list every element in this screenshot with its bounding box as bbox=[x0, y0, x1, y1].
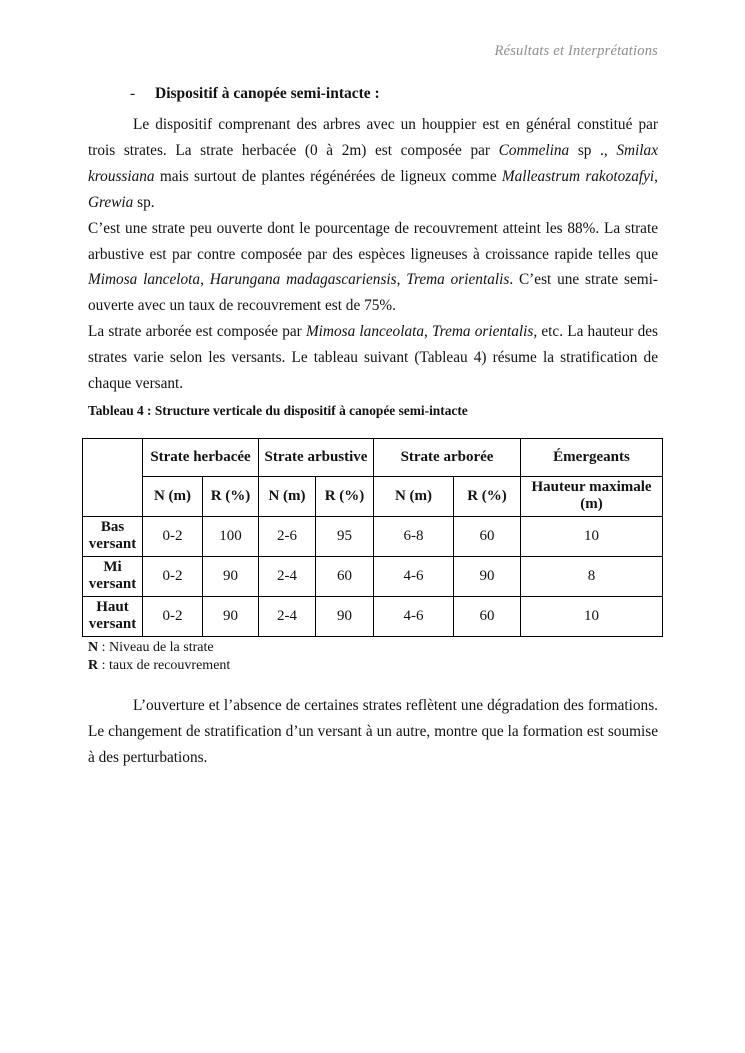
table-row bbox=[83, 556, 663, 596]
text-run: etc. La hauteur des strates varie selon les versants. Le tableau suivant (Tableau 4) résume la stratification de chaque versant. bbox=[88, 323, 659, 393]
row-label-mi-versant: Mi versant bbox=[83, 556, 143, 596]
note-n bbox=[88, 639, 658, 658]
table-header-group-row bbox=[83, 438, 663, 476]
paragraph-3 bbox=[88, 319, 658, 397]
subheader-n-3: N (m) bbox=[374, 476, 454, 516]
species-name: Commelina bbox=[498, 141, 570, 159]
text-run: , bbox=[654, 167, 658, 185]
list-dash: - bbox=[130, 85, 136, 102]
text-run: , bbox=[200, 271, 210, 289]
species-name: Harungana madagascariensis bbox=[209, 271, 397, 289]
table-corner-cell bbox=[83, 438, 143, 516]
page-content bbox=[88, 85, 658, 771]
text-run: mais surtout de plantes régénérées de ligneux comme bbox=[154, 167, 502, 185]
text-run: . C’est une strate semi-ouverte avec un taux de recouvrement est de 75%. bbox=[88, 271, 659, 315]
cell: 4-6 bbox=[374, 556, 454, 596]
subheader-r-3: R (%) bbox=[454, 476, 521, 516]
table-notes bbox=[88, 639, 658, 676]
note-term: N bbox=[88, 639, 99, 655]
row-label-bas-versant: Bas versant bbox=[83, 516, 143, 556]
row-label-haut-versant: Haut versant bbox=[83, 596, 143, 636]
cell: 90 bbox=[203, 556, 259, 596]
cell: 8 bbox=[521, 556, 663, 596]
text-run: La strate arborée est composée par bbox=[88, 323, 306, 341]
cell: 0-2 bbox=[143, 596, 203, 636]
running-header: Résultats et Interprétations bbox=[494, 43, 658, 59]
subheader-n-1: N (m) bbox=[143, 476, 203, 516]
species-name: Mimosa lanceolata bbox=[305, 323, 424, 341]
species-name: Mimosa lancelota bbox=[88, 271, 201, 289]
column-group-strate-arboree: Strate arborée bbox=[374, 438, 521, 476]
table-row bbox=[83, 596, 663, 636]
column-group-strate-herbacee: Strate herbacée bbox=[143, 438, 259, 476]
cell: 2-4 bbox=[259, 596, 316, 636]
note-r bbox=[88, 657, 658, 676]
species-name: Malleastrum rakotozafyi bbox=[501, 167, 655, 185]
cell: 10 bbox=[521, 516, 663, 556]
cell: 0-2 bbox=[143, 516, 203, 556]
table-header-sub-row bbox=[83, 476, 663, 516]
column-group-emergeants: Émergeants bbox=[521, 438, 663, 476]
subheader-n-2: N (m) bbox=[259, 476, 316, 516]
stratification-table bbox=[82, 438, 663, 637]
section-heading bbox=[88, 85, 658, 103]
text-run: L’ouverture et l’absence de certaines strates reflètent une dégradation des formations. Le changement de stratification d’un versant à un autre, montre que la formation est soumise à des perturbations. bbox=[88, 696, 658, 766]
text-run: , bbox=[424, 323, 433, 341]
table-caption: Tableau 4 : Structure verticale du dispositif à canopée semi-intacte bbox=[88, 402, 468, 418]
paragraph-4 bbox=[88, 693, 658, 771]
text-run: sp ., bbox=[569, 141, 617, 159]
column-group-strate-arbustive: Strate arbustive bbox=[259, 438, 374, 476]
cell: 4-6 bbox=[374, 596, 454, 636]
note-term: R bbox=[88, 658, 99, 674]
cell: 100 bbox=[203, 516, 259, 556]
cell: 0-2 bbox=[143, 556, 203, 596]
text-run: sp. bbox=[133, 193, 155, 211]
note-definition: : Niveau de la strate bbox=[98, 639, 214, 655]
text-run: , bbox=[396, 271, 407, 289]
cell: 2-6 bbox=[259, 516, 316, 556]
cell: 90 bbox=[316, 596, 374, 636]
paragraph-2 bbox=[88, 216, 658, 320]
section-heading-label: Dispositif à canopée semi-intacte : bbox=[155, 85, 380, 102]
cell: 60 bbox=[454, 516, 521, 556]
species-name: Trema orientalis bbox=[406, 271, 510, 289]
text-run: C’est une strate peu ouverte dont le pourcentage de recouvrement atteint les 88%. La strate arbustive est par contre composée par des espèces ligneuses à croissance rapide telles que bbox=[88, 219, 658, 263]
cell: 90 bbox=[454, 556, 521, 596]
text-run: Le dispositif comprenant des arbres avec un houppier est en général constitué par trois strates. La strate herbacée (0 à 2m) est composée par bbox=[88, 116, 658, 159]
note-definition: : taux de recouvrement bbox=[98, 658, 231, 674]
subheader-r-2: R (%) bbox=[316, 476, 374, 516]
species-name: Grewia bbox=[88, 193, 134, 211]
cell: 60 bbox=[316, 556, 374, 596]
cell: 90 bbox=[203, 596, 259, 636]
cell: 10 bbox=[521, 596, 663, 636]
subheader-r-1: R (%) bbox=[203, 476, 259, 516]
cell: 60 bbox=[454, 596, 521, 636]
paragraph-1 bbox=[88, 112, 658, 216]
species-name: Smilax kroussiana bbox=[88, 141, 658, 185]
cell: 95 bbox=[316, 516, 374, 556]
cell: 6-8 bbox=[374, 516, 454, 556]
species-name: Trema orientalis, bbox=[432, 323, 538, 341]
table-row bbox=[83, 516, 663, 556]
cell: 2-4 bbox=[259, 556, 316, 596]
subheader-hauteur-maximale: Hauteur maximale (m) bbox=[521, 476, 663, 516]
